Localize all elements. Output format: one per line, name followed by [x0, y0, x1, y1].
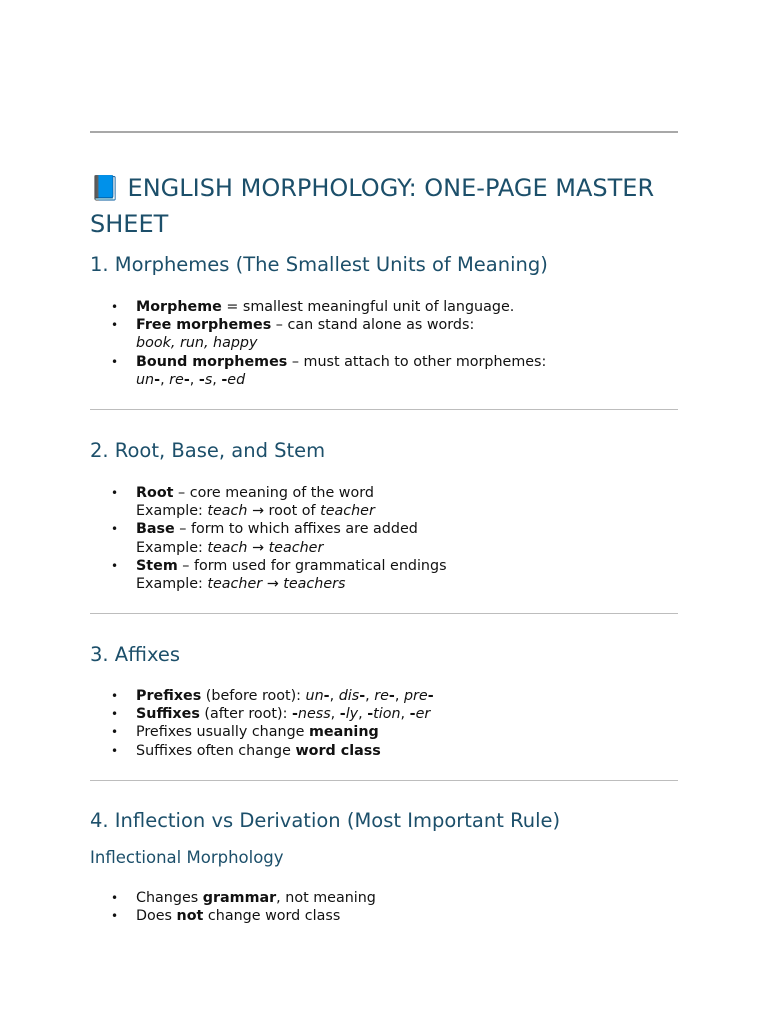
section-divider — [90, 613, 678, 614]
section-heading-inflection-derivation: 4. Inflection vs Derivation (Most Important Rule) — [90, 809, 561, 832]
list-item: • Stem – form used for grammatical endings Example: teacher → teachers — [90, 557, 690, 593]
list-item: • Prefixes usually change meaning — [90, 723, 690, 741]
section-divider — [90, 409, 678, 410]
list-item: • Free morphemes – can stand alone as words: book, run, happy — [90, 316, 690, 352]
list-item: • Changes grammar, not meaning — [90, 889, 690, 907]
root-base-stem-list — [90, 484, 690, 593]
affixes-list — [90, 687, 690, 760]
list-item: • Base – form to which affixes are added Example: teach → teacher — [90, 520, 690, 556]
book-icon: 📘 — [90, 174, 120, 202]
top-divider — [90, 131, 678, 133]
page-title: 📘 ENGLISH MORPHOLOGY: ONE-PAGE MASTER SHEET — [90, 174, 655, 238]
section-divider — [90, 780, 678, 781]
morphemes-list — [90, 298, 690, 389]
list-item: • Root – core meaning of the word Example: teach → root of teacher — [90, 484, 690, 520]
list-item: • Bound morphemes – must attach to other morphemes: un-, re-, -s, -ed — [90, 353, 690, 389]
list-item: • Suffixes (after root): -ness, -ly, -tion, -er — [90, 705, 690, 723]
section-heading-morphemes: 1. Morphemes (The Smallest Units of Meaning) — [90, 253, 548, 276]
inflection-list — [90, 889, 690, 925]
subheading-inflectional: Inflectional Morphology — [90, 848, 284, 867]
list-item: • Suffixes often change word class — [90, 742, 690, 760]
list-item: • Does not change word class — [90, 907, 690, 925]
section-heading-affixes: 3. Affixes — [90, 643, 181, 666]
list-item: • Morpheme = smallest meaningful unit of language. — [90, 298, 690, 316]
section-heading-root-base-stem: 2. Root, Base, and Stem — [90, 439, 326, 462]
list-item: • Prefixes (before root): un-, dis-, re-, pre- — [90, 687, 690, 705]
